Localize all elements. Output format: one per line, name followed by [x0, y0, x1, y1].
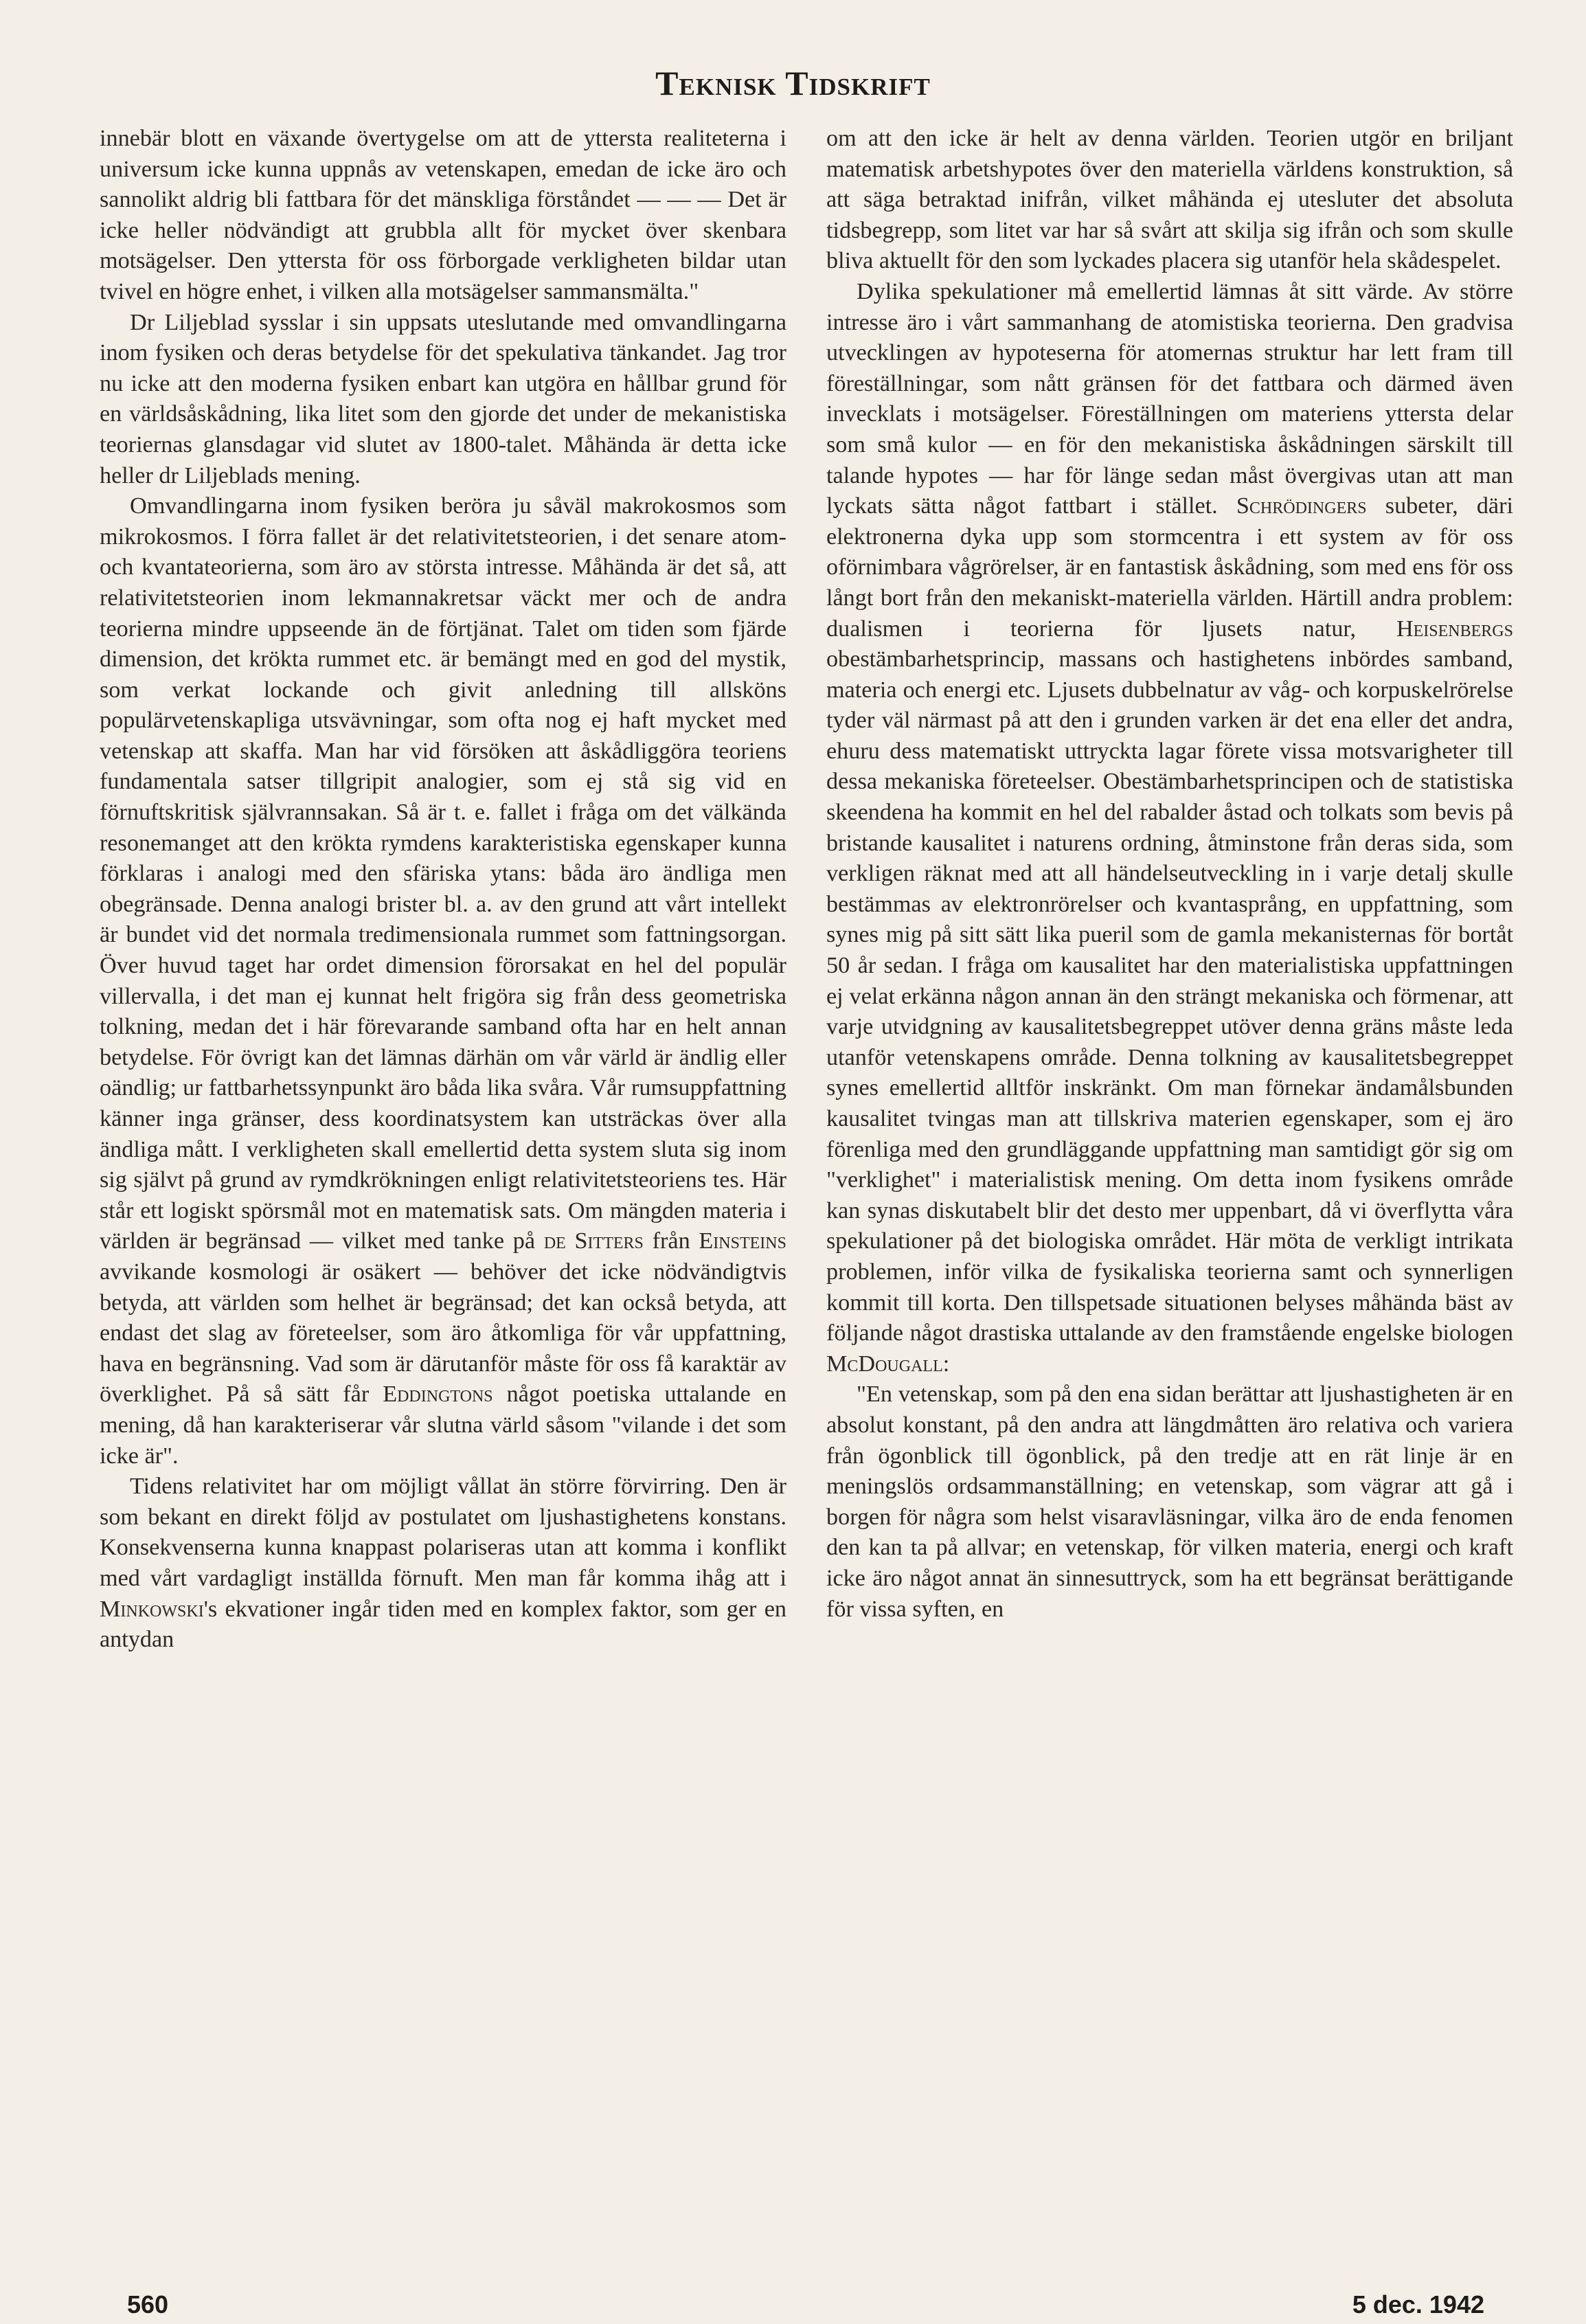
journal-title: Teknisk Tidskrift [655, 64, 931, 102]
left-paragraph-4 [100, 1471, 786, 1656]
author-name-schrodinger: Schrödingers [1236, 493, 1367, 519]
left-paragraph-1: innebär blott en växande övertygelse om att de yttersta realiteterna i universum icke kunna uppnås av vetenskapen, emedan de icke äro och sannolikt aldrig bli fattbara för det mänskliga förståndet — — — Det är icke heller nödvändigt att grubbla allt för mycket över skenbara motsägelser. Den yttersta för oss förborgade verkligheten bildar utan tvivel en högre enhet, i vilken alla motsägelser sammansmälta." [100, 126, 786, 304]
left-paragraph-3 [100, 491, 786, 1471]
right-p2-text-d: : [942, 1351, 950, 1377]
author-name-einstein: Einsteins [699, 1228, 786, 1254]
page-number: 560 [127, 2290, 169, 2319]
right-p2-text-c: obestämbarhetsprincip, massans och hastighetens inbördes samband, materia och energi etc. Ljusets dubbelnatur av våg- och korpuskelrörelse tyder väl närmast på att den i grunden varken är det ena eller det andra, ehuru dess matematiskt uttryckta lagar förete vissa motsvarigheter till dessa mekaniska företeelser. Obestämbarhetsprincipen och de statistiska skeendena ha kommit en hel del rabalder åstad och tolkats som bevis på bristande kausalitet i naturens ordning, åtminstone från deras sida, som verkligen räknat med att all händelseutveckling in i varje detalj skulle bestämmas av elektronrörelser och kvantasprång, en uppfattning, som synes mig på sitt sätt lika pueril som de gamla mekanisternas för bortåt 50 år sedan. I fråga om kausalitet har den materialistiska uppfattningen ej velat erkänna någon annan än den strängt mekaniska och förmenar, att varje utvidgning av kausalitetsbegreppet utöver denna gräns måste leda utanför vetenskapens område. Denna tolkning av kausalitetsbegreppet synes emellertid alltför inskränkt. Om man förnekar ändamålsbunden kausalitet tvingas man att tillskriva materien egenskaper, som ej äro förenliga med den grundläggande uppfattning man samtidigt gör sig om "verklighet" i materialistisk mening. Om detta inom fysikens område kan synas diskutabelt blir det desto mer uppenbart, då vi överflytta våra spekulationer på det biologiska området. Här möta de verkligt intrikata problemen, inför vilka de fysikaliska teorierna samt och synnerligen kommit till korta. Den tillspetsade situationen belyses måhända bäst av följande något drastiska uttalande av den framstående engelske biologen [826, 646, 1513, 1346]
left-p4-text-b: 's ekvationer ingår tiden med en komplex faktor, som ger en antydan [100, 1596, 786, 1653]
left-column [100, 124, 786, 1656]
author-name-de-sitter: de Sitters [543, 1228, 644, 1254]
right-paragraph-3-quote: "En vetenskap, som på den ena sidan berättar att ljushastigheten är en absolut konstant, på den andra att längdmåtten äro relativa och variera från ögonblick till ögonblick, på den tredje att en rät linje är en meningslös ordsammanställning; en vetenskap, som vägrar att gå i borgen för några som helst visaravläsningar, vilka äro de enda fenomen den kan ta på allvar; en vetenskap, för vilken materia, energi och kraft icke äro något annat än sinnesuttryck, som ha ett begränsat berättigande för vissa syften, en [826, 1381, 1513, 1622]
author-name-heisenberg: Heisenbergs [1396, 616, 1513, 642]
left-p3-text-b: från [643, 1228, 699, 1254]
author-name-minkowski: Minkowski [100, 1596, 204, 1622]
right-p2-text-a: Dylika spekulationer må emellertid lämnas åt sitt värde. Av större intresse äro i vårt sammanhang de atomistiska teorierna. Den gradvisa utvecklingen av hypoteserna för atomernas struktur har lett fram till föreställningar, som nått gränsen för det fattbara och därmed även invecklats i motsägelser. Föreställningen om materiens yttersta delar som små kulor — en för den mekanistiska åskådningen särskilt till talande hypotes — har för länge sedan måst övergivas utan att man lyckats sätta något fattbart i stället. [826, 278, 1513, 519]
left-p3-text-a: Omvandlingarna inom fysiken beröra ju såväl makrokosmos som mikrokosmos. I förra fallet är det relativitetsteorien, i det senare atom- och kvantateorierna, som äro av största intresse. Måhända är det så, att relativitetsteorien inom lekmannakretsar väckt mer och de andra teorierna mindre uppseende än de förtjänat. Talet om tiden som fjärde dimension, det krökta rummet etc. är bemängt med en god del mystik, som verkat lockande och givit anledning till allsköns populärvetenskapliga utsvävningar, som ofta nog ej haft mycket med vetenskap att skaffa. Man har vid försöken att åskådliggöra teoriens fundamentala satser tillgripit analogier, som ej stå sig vid en förnuftskritisk självrannsakan. Så är t. e. fallet i fråga om det välkända resonemanget att den krökta rymdens karakteristiska egenskaper kunna förklaras i analogi med den sfäriska ytans: båda äro ändliga men obegränsade. Denna analogi brister bl. a. av den grund att vårt intellekt är bundet vid det normala tredimensionala rummet som fattningsorgan. Över huvud taget har ordet dimension förorsakat en hel del populär villervalla, i det man ej kunnat helt frigöra sig från dess geometriska tolkning, medan det i här förevarande samband ofta har en helt annan betydelse. För övrigt kan det lämnas därhän om vår värld är ändlig eller oändlig; ur fattbarhetssynpunkt äro båda lika svåra. Vår rumsuppfattning känner inga gränser, dess koordinatsystem kan utsträckas över alla ändliga mått. I verkligheten skall emellertid detta system sluta sig inom sig självt på grund av rymdkrökningen enligt relativitetsteoriens tes. Här står ett logiskt spörsmål mot en matematisk sats. Om mängden materia i världen är begränsad — vilket med tanke på [100, 493, 786, 1254]
right-paragraph-2 [826, 277, 1513, 1379]
author-name-mcdougall: McDougall [826, 1351, 943, 1377]
right-column [826, 124, 1513, 1625]
right-p2-text-b: subeter, däri elektronerna dyka upp som stormcentra i ett system av för oss oförnimbara vågrörelser, är en fantastisk åskådning, som med ens för oss långt bort från den mekaniskt-materiella världen. Härtill andra problem: dualismen i teorierna för ljusets natur, [826, 493, 1513, 642]
left-p3-text-d: något poetiska uttalande en mening, då han karakteriserar vår slutna värld såsom "vilande i det som icke är". [100, 1381, 786, 1469]
author-name-eddington: Eddingtons [383, 1381, 493, 1408]
left-paragraph-2: Dr Liljeblad sysslar i sin uppsats uteslutande med omvandlingarna inom fysiken och deras betydelse för det spekulativa tänkandet. Jag tror nu icke att den moderna fysiken enbart kan utgöra en hållbar grund för en världsåskådning, lika litet som den gjorde det under de mekanistiska teoriernas glansdagar vid slutet av 1800-talet. Måhända är detta icke heller dr Liljeblads mening. [100, 309, 786, 488]
left-p4-text-a: Tidens relativitet har om möjligt vållat än större förvirring. Den är som bekant en direkt följd av postulatet om ljushastighetens konstans. Konsekvenserna kunna knappast polariseras utan att komma i konflikt med vårt vardagligt inställda förnuft. Men man får komma ihåg att i [100, 1474, 786, 1591]
issue-date: 5 dec. 1942 [1352, 2290, 1484, 2319]
right-paragraph-1: om att den icke är helt av denna världen. Teorien utgör en briljant matematisk arbetshypotes över den materiella världens konstruktion, så att säga betraktad inifrån, vilket måhända ej utesluter det absoluta tidsbegrepp, som litet var har så svårt att skilja sig ifrån och som skulle bliva aktuellt för den som lyckades placera sig utanför hela skådespelet. [826, 126, 1513, 274]
left-p3-text-c: avvikande kosmologi är osäkert — behöver det icke nödvändigtvis betyda, att världen som helhet är begränsad; det kan också betyda, att endast det slag av företeelser, som äro åtkomliga för vår uppfattning, hava en begränsning. Vad som är därutanför måste för oss få karaktär av överklighet. På så sätt får [100, 1259, 786, 1408]
